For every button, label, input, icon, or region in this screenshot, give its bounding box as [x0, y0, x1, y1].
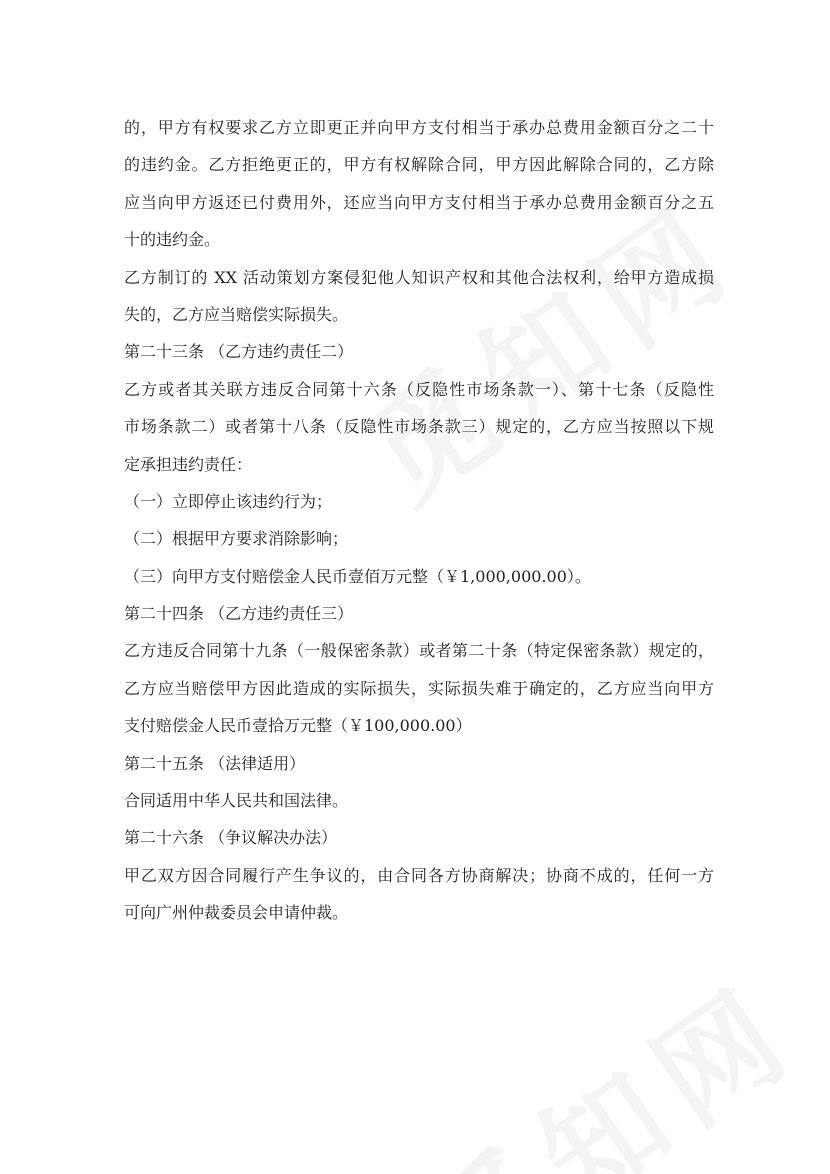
article-heading: 第二十三条 （乙方违约责任二）: [124, 342, 354, 362]
list-item: （二）根据甲方要求消除影响；: [124, 529, 349, 549]
article-heading: 第二十五条 （法律适用）: [124, 753, 306, 773]
paragraph-line: 应当向甲方返还已付费用外，还应当向甲方支付相当于承办总费用金额百分之五: [124, 192, 714, 212]
paragraph-line: 的，甲方有权要求乙方立即更正并向甲方支付相当于承办总费用金额百分之二十: [124, 118, 714, 137]
paragraph-line: 定承担违约责任：: [124, 454, 253, 474]
paragraph-line: 甲乙双方因合同履行产生争议的，由合同各方协商解决；协商不成的，任何一方: [124, 865, 714, 885]
paragraph-line: 市场条款二）或者第十八条（反隐性市场条款三）规定的，乙方应当按照以下规: [124, 417, 714, 437]
paragraph-line: 乙方或者其关联方违反合同第十六条（反隐性市场条款一）、第十七条（反隐性: [124, 379, 714, 399]
paragraph-line: 合同适用中华人民共和国法律。: [124, 791, 349, 811]
article-heading: 第二十六条 （争议解决办法）: [124, 828, 338, 848]
list-item: （一）立即停止该违约行为；: [124, 491, 333, 511]
list-item: （三）向甲方支付赔偿金人民币壹佰万元整（￥1,000,000.00）。: [124, 566, 591, 586]
paragraph-line: 的违约金。乙方拒绝更正的，甲方有权解除合同，甲方因此解除合同的，乙方除: [124, 155, 714, 175]
paragraph-line: 可向广州仲裁委员会申请仲裁。: [124, 903, 349, 923]
paragraph-line: 失的，乙方应当赔偿实际损失。: [124, 304, 349, 324]
watermark: [388, 937, 826, 1174]
paragraph-line: 乙方违反合同第十九条（一般保密条款）或者第二十条（特定保密条款）规定的，: [124, 641, 714, 661]
paragraph-line: 十的违约金。: [124, 230, 221, 250]
paragraph-line: 乙方应当赔偿甲方因此造成的实际损失，实际损失难于确定的，乙方应当向甲方: [124, 678, 714, 698]
paragraph-line: 支付赔偿金人民币壹拾万元整（￥100,000.00）: [124, 716, 472, 736]
article-heading: 第二十四条 （乙方违约责任三）: [124, 604, 354, 624]
paragraph-line: 乙方制订的 XX 活动策划方案侵犯他人知识产权和其他合法权利，给甲方造成损: [124, 267, 714, 287]
document-body: [124, 109, 714, 932]
